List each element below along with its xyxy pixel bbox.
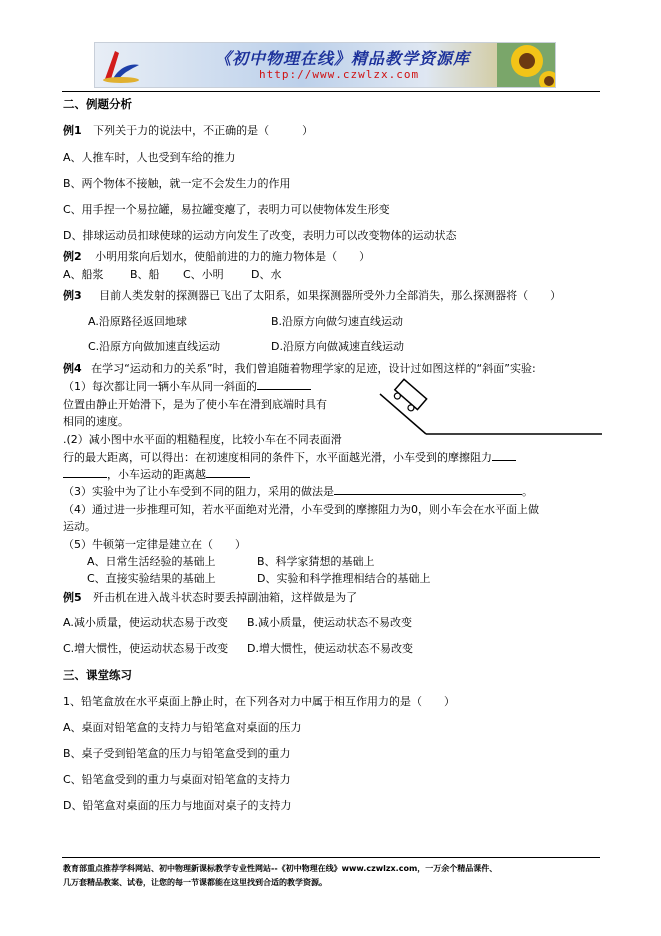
banner-title: 《初中物理在线》精品教学资源库 xyxy=(215,49,471,68)
answer-blank xyxy=(63,477,107,478)
example-label: 例1 xyxy=(63,124,82,137)
header-banner xyxy=(94,42,556,88)
option: D.增大惯性，使运动状态不易改变 xyxy=(247,642,413,655)
option: C、直接实验结果的基础上 xyxy=(87,572,216,585)
example-1 xyxy=(63,122,313,138)
footer-rule xyxy=(62,857,600,858)
banner-url[interactable]: http://www.czwlzx.com xyxy=(259,68,420,81)
example-label: 例3 xyxy=(63,289,82,302)
example-3 xyxy=(63,287,561,303)
option: A、人推车时，人也受到车给的推力 xyxy=(63,151,236,164)
footer-line: 几万套精品教案、试卷，让您的每一节课都能在这里找到合适的教学资源。 xyxy=(63,878,327,887)
option: C.增大惯性，使运动状态易于改变 xyxy=(63,642,229,655)
option: C、小明 xyxy=(183,268,224,281)
question-text: ，小车运动的距离越 xyxy=(63,466,250,482)
sub-question-5: （5）牛顿第一定律是建立在（ ） xyxy=(63,538,246,551)
example-label: 例4 xyxy=(63,362,82,375)
option: D、水 xyxy=(251,268,282,281)
answer-blank xyxy=(257,389,311,390)
option: A、日常生活经验的基础上 xyxy=(87,555,216,568)
site-logo-icon xyxy=(97,45,143,85)
section-title: 二、例题分析 xyxy=(63,97,132,111)
question-stem: 在学习“运动和力的关系”时，我们曾追随着物理学家的足迹，设计过如图这样的“斜面”实验: xyxy=(91,362,536,375)
answer-blank xyxy=(492,460,516,461)
option: B.减小质量，使运动状态不易改变 xyxy=(247,616,413,629)
option: B、桌子受到铅笔盒的压力与铅笔盒受到的重力 xyxy=(63,747,291,760)
question-text: 运动。 xyxy=(63,520,96,533)
exercise-1: 1、铅笔盒放在水平桌面上静止时，在下列各对力中属于相互作用力的是（ ） xyxy=(63,695,455,708)
option: C、用手捏一个易拉罐，易拉罐变瘪了，表明力可以使物体发生形变 xyxy=(63,203,390,216)
option: B.沿原方向做匀速直线运动 xyxy=(271,315,404,328)
option: B、科学家猜想的基础上 xyxy=(257,555,375,568)
option: A.沿原路径返回地球 xyxy=(88,315,187,328)
sunflower-image xyxy=(497,43,555,87)
question-text: 行的最大距离，可以得出：在初速度相同的条件下，水平面越光滑，小车受到的摩擦阻力 xyxy=(63,449,516,465)
question-stem: 歼击机在进入战斗状态时要丢掉副油箱，这样做是为了 xyxy=(93,591,358,604)
option: A.减小质量，使运动状态易于改变 xyxy=(63,616,228,629)
sub-question-2: .(2）减小图中水平面的粗糙程度，比较小车在不同表面滑 xyxy=(63,433,342,446)
option: C、铅笔盒受到的重力与桌面对铅笔盒的支持力 xyxy=(63,773,291,786)
question-text: 相同的速度。 xyxy=(63,415,129,428)
option: D.沿原方向做减速直线运动 xyxy=(271,340,404,353)
section-title: 三、课堂练习 xyxy=(63,668,132,682)
answer-blank xyxy=(334,494,522,495)
example-5 xyxy=(63,589,357,605)
option: B、船 xyxy=(130,268,160,281)
question-stem: 下列关于力的说法中，不正确的是（ ） xyxy=(93,124,314,137)
option: D、实验和科学推理相结合的基础上 xyxy=(257,572,431,585)
example-label: 例2 xyxy=(63,250,82,263)
header-rule xyxy=(62,91,600,92)
sub-question-1: （1）每次都让同一辆小车从同一斜面的 xyxy=(63,378,311,394)
footer-line: 教育部重点推荐学科网站、初中物理新课标教学专业性网站--《初中物理在线》www.czwlzx.com，一万余个精品课件、 xyxy=(63,864,498,873)
sub-question-3: （3）实验中为了让小车受到不同的阻力，采用的做法是 。 xyxy=(63,485,533,498)
question-stem: 小明用浆向后划水，使船前进的力的施力物体是（ ） xyxy=(95,250,371,263)
option: A、桌面对铅笔盒的支持力与铅笔盒对桌面的压力 xyxy=(63,721,302,734)
example-2 xyxy=(63,248,370,264)
option: A、船浆 xyxy=(63,268,104,281)
option: B、两个物体不接触，就一定不会发生力的作用 xyxy=(63,177,291,190)
question-stem: 目前人类发射的探测器已飞出了太阳系，如果探测器所受外力全部消失，那么探测器将（ ） xyxy=(99,289,562,302)
option: D、铅笔盒对桌面的压力与地面对桌子的支持力 xyxy=(63,799,292,812)
example-label: 例5 xyxy=(63,591,82,604)
incline-diagram xyxy=(378,376,604,440)
question-text: 位置由静止开始滑下，是为了使小车在滑到底端时具有 xyxy=(63,398,327,411)
option: D、排球运动员扣球使球的运动方向发生了改变，表明力可以改变物体的运动状态 xyxy=(63,229,457,242)
example-4 xyxy=(63,360,536,376)
sub-question-4: （4）通过进一步推理可知，若水平面绝对光滑，小车受到的摩擦阻力为0，则小车会在水平面上做 xyxy=(63,503,539,516)
option: C.沿原方向做加速直线运动 xyxy=(88,340,221,353)
answer-blank xyxy=(206,477,250,478)
